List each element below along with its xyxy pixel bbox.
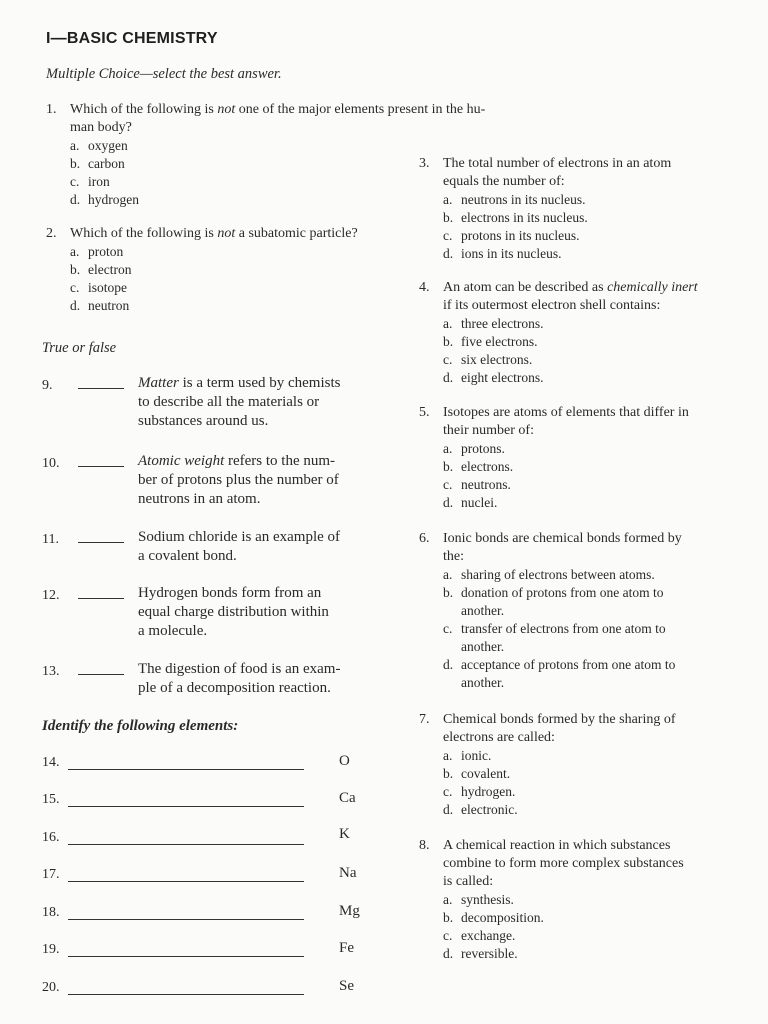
identify-row-17: 17. Na — [42, 865, 357, 882]
answer-blank[interactable] — [78, 530, 124, 543]
option-2a[interactable]: a. proton — [70, 244, 124, 259]
option-3d[interactable]: d. ions in its nucleus. — [443, 246, 562, 261]
option-4d[interactable]: d. eight electrons. — [443, 370, 544, 385]
tf-statement: Hydrogen bonds form from an equal charge distribution within a molecule. — [138, 585, 329, 639]
option-6d-cont: another. — [461, 675, 505, 690]
page-title: I—BASIC CHEMISTRY — [46, 30, 218, 47]
answer-line[interactable] — [68, 994, 304, 995]
option-7d[interactable]: d. electronic. — [443, 802, 518, 817]
identify-row-16: 16. K — [42, 826, 350, 845]
option-6b-cont: another. — [461, 603, 505, 618]
answer-line[interactable] — [68, 919, 304, 920]
question-3: 3. The total number of electrons in an atom equals the number of: a. neutrons in its nucleus. b. electrons in its nucleus. c. protons in its nucleus. d. ions in its nucleus. — [419, 155, 739, 263]
option-5b[interactable]: b. electrons. — [443, 459, 514, 474]
question-stem: Which of the following is not one of the major elements present in the hu- — [70, 102, 486, 117]
answer-blank[interactable] — [78, 586, 124, 599]
option-7c[interactable]: c. hydrogen. — [443, 784, 516, 799]
tf-statement: Sodium chloride is an example of a covalent bond. — [138, 529, 341, 564]
identify-heading: Identify the following elements: — [42, 718, 239, 734]
question-8: 8. A chemical reaction in which substances combine to form more complex substances is called: a. synthesis. b. decomposition. c. exchange. d. reversible. — [419, 837, 759, 963]
option-5d[interactable]: d. nuclei. — [443, 495, 498, 510]
answer-line[interactable] — [68, 844, 304, 845]
option-8a[interactable]: a. synthesis. — [443, 892, 514, 907]
question-6: 6. Ionic bonds are chemical bonds formed by the: a. sharing of electrons between atoms. b. donation of protons from one atom to another. c. transfer of electrons from one atom to another. d. acceptance of protons from one atom to another. — [419, 530, 749, 692]
question-1: 1. Which of the following is not one of the major elements present in the hu- man body? a. oxygen b. carbon c. iron d. hydrogen — [46, 101, 566, 209]
true-false-heading: True or false — [42, 340, 117, 356]
question-5: 5. Isotopes are atoms of elements that differ in their number of: a. protons. b. electrons. c. neutrons. d. nuclei. — [419, 404, 749, 512]
tf-statement: The digestion of food is an exam- ple of a decomposition reaction. — [138, 661, 341, 696]
tf-statement: Atomic weight refers to the num- ber of protons plus the number of neutrons in an atom. — [138, 453, 339, 507]
option-4a[interactable]: a. three electrons. — [443, 316, 544, 331]
question-stem: Which of the following is not a subatomic particle? — [70, 226, 358, 241]
answer-line[interactable] — [68, 881, 304, 882]
option-6c[interactable]: c. transfer of electrons from one atom to — [443, 621, 666, 636]
option-8b[interactable]: b. decomposition. — [443, 910, 544, 925]
option-3c[interactable]: c. protons in its nucleus. — [443, 228, 580, 243]
identify-row-14: 14. O — [42, 753, 350, 770]
option-6d[interactable]: d. acceptance of protons from one atom to — [443, 657, 676, 672]
option-2c[interactable]: c. isotope — [70, 280, 127, 295]
tf-item-12: 12. Hydrogen bonds form from an equal charge distribution within a molecule. — [42, 586, 124, 604]
answer-blank[interactable] — [78, 454, 124, 467]
answer-blank[interactable] — [78, 662, 124, 675]
answer-line[interactable] — [68, 806, 304, 807]
option-6b[interactable]: b. donation of protons from one atom to — [443, 585, 664, 600]
option-1d[interactable]: d. hydrogen — [70, 192, 139, 207]
tf-item-11: 11. Sodium chloride is an example of a covalent bond. — [42, 530, 124, 548]
answer-blank[interactable] — [78, 376, 124, 389]
option-7b[interactable]: b. covalent. — [443, 766, 511, 781]
option-1c[interactable]: c. iron — [70, 174, 110, 189]
option-1b[interactable]: b. carbon — [70, 156, 125, 171]
option-2b[interactable]: b. electron — [70, 262, 132, 277]
answer-line[interactable] — [68, 769, 304, 770]
identify-row-20: 20. Se — [42, 978, 354, 995]
question-4: 4. An atom can be described as chemically inert if its outermost electron shell contains: a. three electrons. b. five electrons. c. six electrons. d. eight electrons. — [419, 279, 749, 387]
option-5c[interactable]: c. neutrons. — [443, 477, 511, 492]
identify-row-19: 19. Fe — [42, 940, 354, 957]
question-2: 2. Which of the following is not a subatomic particle? a. proton b. electron c. isotope d. neutron — [46, 225, 426, 315]
option-3b[interactable]: b. electrons in its nucleus. — [443, 210, 588, 225]
option-4b[interactable]: b. five electrons. — [443, 334, 538, 349]
option-6c-cont: another. — [461, 639, 505, 654]
option-4c[interactable]: c. six electrons. — [443, 352, 533, 367]
identify-row-18: 18. Mg — [42, 903, 360, 920]
option-1a[interactable]: a. oxygen — [70, 138, 128, 153]
tf-statement: Matter is a term used by chemists to describe all the materials or substances around us. — [138, 375, 341, 429]
option-6a[interactable]: a. sharing of electrons between atoms. — [443, 567, 655, 582]
option-5a[interactable]: a. protons. — [443, 441, 505, 456]
identify-row-15: 15. Ca — [42, 790, 356, 807]
multiple-choice-heading: Multiple Choice—select the best answer. — [46, 66, 282, 82]
option-8d[interactable]: d. reversible. — [443, 946, 518, 961]
option-7a[interactable]: a. ionic. — [443, 748, 492, 763]
option-3a[interactable]: a. neutrons in its nucleus. — [443, 192, 586, 207]
tf-item-13: 13. The digestion of food is an exam- ple of a decomposition reaction. — [42, 662, 124, 680]
tf-item-10: 10. Atomic weight refers to the num- ber of protons plus the number of neutrons in an atom. — [42, 454, 124, 472]
option-8c[interactable]: c. exchange. — [443, 928, 516, 943]
tf-item-9: 9. Matter is a term used by chemists to describe all the materials or substances around us. — [42, 376, 124, 394]
question-7: 7. Chemical bonds formed by the sharing of electrons are called: a. ionic. b. covalent. c. hydrogen. d. electronic. — [419, 711, 749, 819]
option-2d[interactable]: d. neutron — [70, 298, 130, 313]
answer-line[interactable] — [68, 956, 304, 957]
